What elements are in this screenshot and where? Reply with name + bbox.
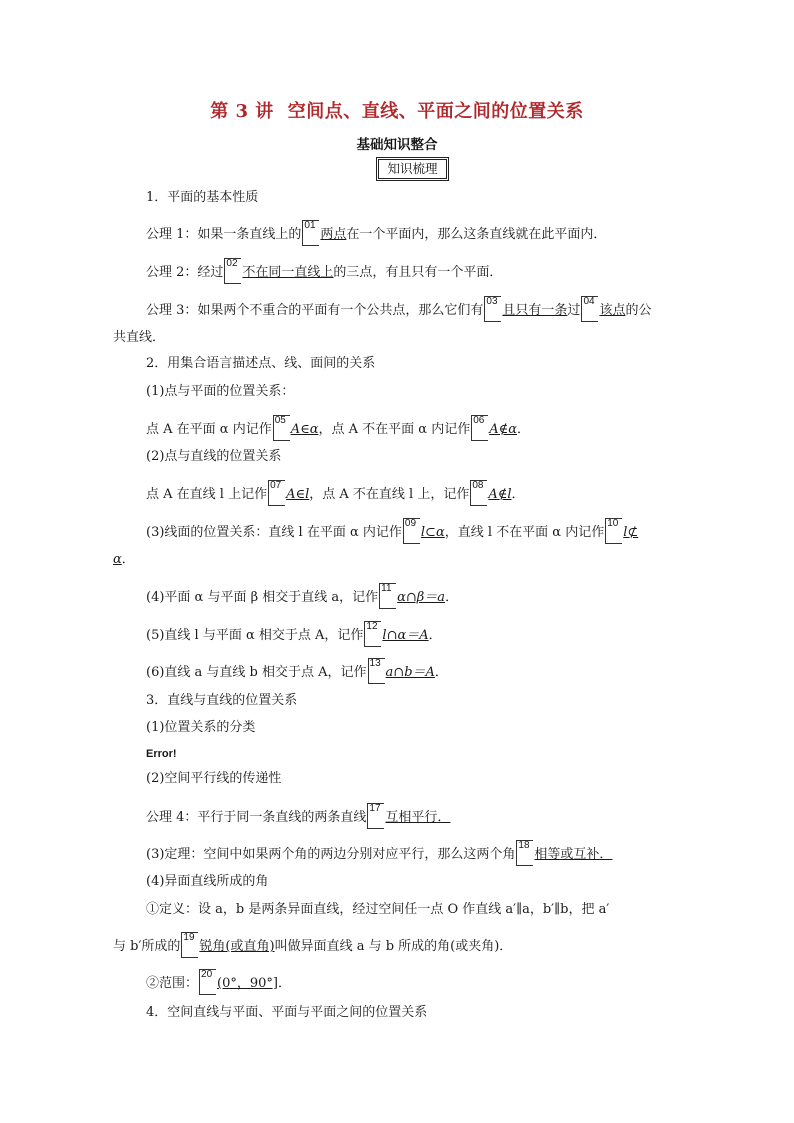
blank-number: 10: [605, 518, 622, 544]
subheading-skew-angle: (4)异面直线所成的角: [146, 874, 269, 889]
lecture-number: 第 3 讲: [210, 101, 274, 122]
answer: 锐角(或直角): [199, 939, 275, 954]
knowledge-box-label: 知识梳理: [378, 159, 447, 179]
page-title: [0, 97, 794, 123]
answer: a∩b＝A: [385, 665, 435, 680]
blank-number: 02: [224, 258, 241, 284]
axiom-3-continued: 共直线．: [113, 330, 166, 345]
subheading-point-plane: (1)点与平面的位置关系：: [146, 384, 295, 399]
blank-number: 04: [581, 296, 598, 322]
axiom-2: 公理 2：经过 02 不在同一直线上的三点，有且只有一个平面．: [146, 258, 502, 284]
axiom-4: 公理 4：平行于同一条直线的两条直线 17 互相平行．: [146, 803, 450, 829]
blank-number: 05: [273, 415, 290, 441]
angle-range: ②范围： 20 (0°，90°]．: [146, 969, 291, 995]
heading-set-language: 2．用集合语言描述点、线、面间的关系: [146, 356, 376, 371]
blank-number: 17: [367, 803, 384, 829]
answer: A∈α: [290, 422, 319, 437]
blank-number: 07: [268, 480, 285, 506]
axiom-1: 公理 1：如果一条直线上的 01 两点在一个平面内，那么这条直线就在此平面内．: [146, 220, 606, 246]
answer: 互相平行．: [385, 810, 451, 825]
answer: 两点: [320, 227, 347, 242]
definition-line-1: ①定义：设 a，b 是两条异面直线，经过空间任一点 O 作直线 a′∥a，b′∥b，把 a′: [146, 902, 610, 917]
blank-number: 19: [181, 932, 198, 958]
answer: A∉α: [489, 422, 517, 437]
answer: (0°，90°]: [217, 976, 278, 991]
blank-number: 03: [484, 296, 501, 322]
line-plane-relation: (3)线面的位置关系：直线 l 在平面 α 内记作 09 l⊂α，直线 l 不在平面 α 内记作 10 l⊄: [146, 518, 638, 544]
line-line-intersection: (6)直线 a 与直线 b 相交于点 A，记作 13 a∩b＝A．: [146, 658, 448, 684]
subheading-parallel-transitivity: (2)空间平行线的传递性: [146, 771, 282, 786]
answer: l⊂α: [420, 525, 445, 540]
heading-line-plane-plane: 4．空间直线与平面、平面与平面之间的位置关系: [146, 1005, 428, 1020]
point-plane-relation: 点 A 在平面 α 内记作 05 A∈α，点 A 不在平面 α 内记作 06 A∉α．: [146, 415, 530, 441]
answer: l⊄: [623, 525, 639, 540]
heading-line-line: 3．直线与直线的位置关系: [146, 693, 298, 708]
blank-number: 08: [470, 480, 487, 506]
theorem: (3)定理：空间中如果两个角的两边分别对应平行，那么这两个角 18 相等或互补．: [146, 840, 612, 866]
subheading-point-line: (2)点与直线的位置关系: [146, 449, 282, 464]
line-plane-intersection: (5)直线 l 与平面 α 相交于点 A，记作 12 l∩α＝A．: [146, 621, 442, 647]
answer: 且只有一条: [502, 303, 568, 318]
definition-line-2: 与 b′所成的 19 锐角(或直角)叫做异面直线 a 与 b 所成的角(或夹角)．: [113, 932, 512, 958]
blank-number: 01: [302, 220, 319, 246]
error-placeholder: Error!: [146, 748, 177, 760]
point-line-relation: 点 A 在直线 l 上记作 07 A∈l，点 A 不在直线 l 上，记作 08 A∉l．: [146, 480, 525, 506]
answer: 相等或互补．: [534, 847, 613, 862]
answer: l∩α＝A: [382, 628, 429, 643]
plane-plane-relation: (4)平面 α 与平面 β 相交于直线 a，记作 11 α∩β＝a．: [146, 583, 458, 609]
subheading-classification: (1)位置关系的分类: [146, 720, 256, 735]
section-subtitle: 基础知识整合: [356, 137, 438, 153]
blank-number: 18: [516, 840, 533, 866]
answer: 不在同一直线上: [242, 265, 334, 280]
lecture-topic: 空间点、直线、平面之间的位置关系: [287, 101, 584, 122]
blank-number: 09: [403, 518, 420, 544]
blank-number: 12: [364, 621, 381, 647]
axiom-3: 公理 3：如果两个不重合的平面有一个公共点，那么它们有 03 且只有一条过 04 该点的公: [146, 296, 651, 322]
blank-number: 20: [199, 969, 216, 995]
answer: A∈l: [286, 487, 310, 502]
line-plane-relation-continued: α．: [113, 552, 135, 567]
answer: α∩β＝a: [397, 590, 446, 605]
answer: A∉l: [488, 487, 512, 502]
blank-number: 13: [368, 658, 385, 684]
blank-number: 06: [471, 415, 488, 441]
answer: α: [113, 552, 122, 567]
blank-number: 11: [379, 583, 396, 609]
heading-plane-properties: 1．平面的基本性质: [146, 190, 259, 205]
answer: 该点: [599, 303, 626, 318]
